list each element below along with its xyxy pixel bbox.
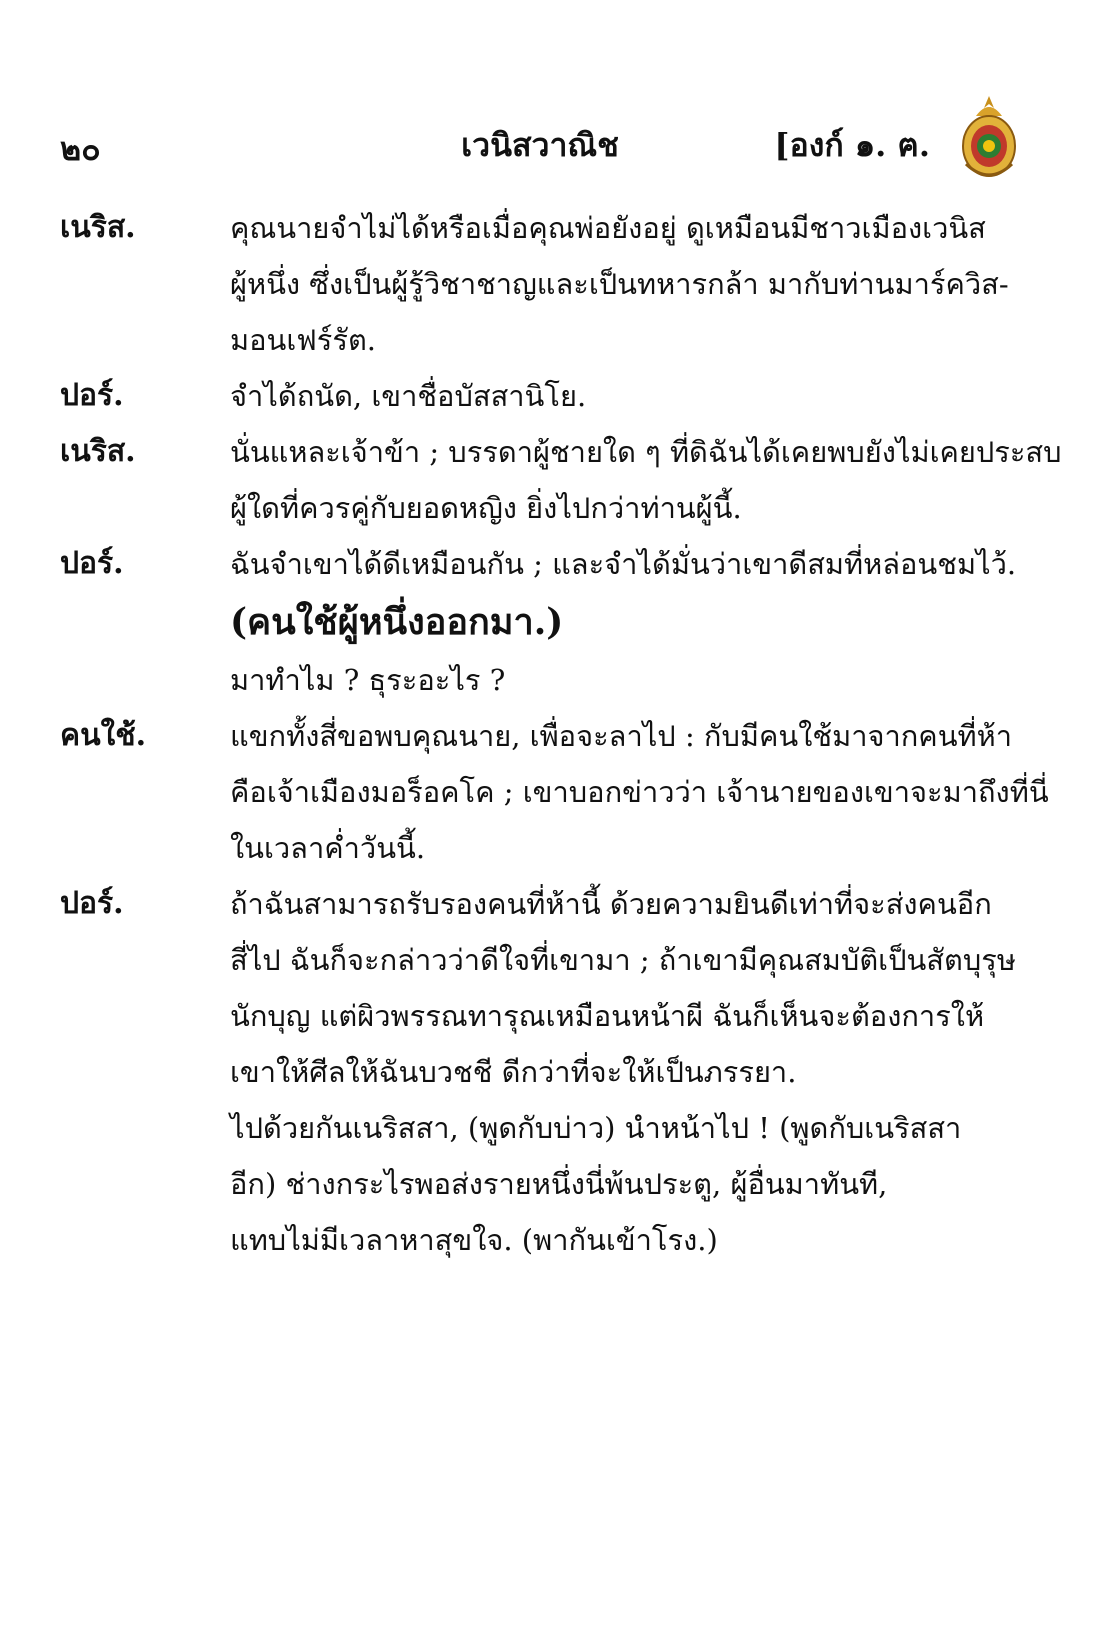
text-line: ผู้ใดที่ควรคู่กับยอดหญิง ยิ่งไปกว่าท่านผู้นี้. [230, 491, 742, 525]
dialogue-entry [60, 200, 1040, 368]
text-line: จำได้ถนัด, เขาชื่อบัสสานิโย. [230, 379, 587, 413]
text-line: สี่ไป ฉันก็จะกล่าวว่าดีใจที่เขามา ; ถ้าเขามีคุณสมบัติเป็นสัตบุรุษ [230, 943, 1016, 977]
dialogue-entry [60, 536, 1040, 592]
page-number: ๒๐ [60, 130, 101, 168]
text-line: คือเจ้าเมืองมอร็อคโค ; เขาบอกข่าวว่า เจ้านายของเขาจะมาถึงที่นี่ [230, 775, 1049, 809]
text-line: ฉันจำเขาได้ดีเหมือนกัน ; และจำได้มั่นว่าเขาดีสมที่หล่อนชมไว้. [230, 547, 1017, 581]
text-line: คุณนายจำไม่ได้หรือเมื่อคุณพ่อยังอยู่ ดูเหมือนมีชาวเมืองเวนิส [230, 211, 986, 245]
dialogue-entry [60, 368, 1040, 424]
speaker-name: เนริส. [60, 210, 136, 245]
speaker-name [60, 592, 230, 708]
speaker-name: ปอร์. [60, 546, 124, 581]
text-line: ผู้หนึ่ง ซึ่งเป็นผู้รู้วิชาชาญและเป็นทหารกล้า มากับท่านมาร์ควิส- [230, 267, 1009, 301]
dialogue-entry [60, 876, 1040, 1268]
school-emblem-icon [958, 94, 1020, 180]
dialogue-entry [60, 708, 1049, 876]
text-line: นั่นแหละเจ้าข้า ; บรรดาผู้ชายใด ๆ ที่ดิฉันได้เคยพบยังไม่เคยประสบ [230, 435, 1062, 469]
text-line: อีก) ช่างกระไรพอส่งรายหนึ่งนี่พ้นประตู, ผู้อื่นมาทันที, [230, 1167, 888, 1201]
text-line: เขาให้ศีลให้ฉันบวชชี ดีกว่าที่จะให้เป็นภรรยา. [230, 1055, 797, 1089]
text-line: มาทำไม ? ธุระอะไร ? [230, 663, 506, 697]
text-line: แทบไม่มีเวลาหาสุขใจ. (พากันเข้าโรง.) [230, 1223, 718, 1257]
speaker-name: เนริส. [60, 434, 136, 469]
section-reference: [องก์ ๑. ฅ. [774, 126, 930, 164]
dialogue-entry [60, 424, 1062, 536]
page-header [60, 110, 1020, 180]
speaker-name: คนใช้. [60, 718, 147, 753]
text-line: มอนเฟร์รัต. [230, 323, 377, 357]
speaker-name: ปอร์. [60, 886, 124, 921]
text-line: ไปด้วยกันเนริสสา, (พูดกับบ่าว) นำหน้าไป ! (พูดกับเนริสสา [230, 1111, 962, 1145]
text-line: นักบุญ แต่ผิวพรรณทารุณเหมือนหน้าผี ฉันก็เห็นจะต้องการให้ [230, 999, 985, 1033]
running-title: เวนิสวาณิช [461, 126, 619, 164]
speaker-name: ปอร์. [60, 378, 124, 413]
text-line: แขกทั้งสี่ขอพบคุณนาย, เพื่อจะลาไป : กับมีคนใช้มาจากคนที่ห้า [230, 719, 1013, 753]
text-line: ถ้าฉันสามารถรับรองคนที่ห้านี้ ด้วยความยินดีเท่าที่จะส่งคนอีก [230, 887, 992, 921]
dialogue-entry [60, 592, 1040, 708]
text-line: ในเวลาค่ำวันนี้. [230, 831, 426, 865]
stage-direction: (คนใช้ผู้หนึ่งออกมา.) [230, 601, 564, 643]
page-body [60, 200, 1062, 1268]
